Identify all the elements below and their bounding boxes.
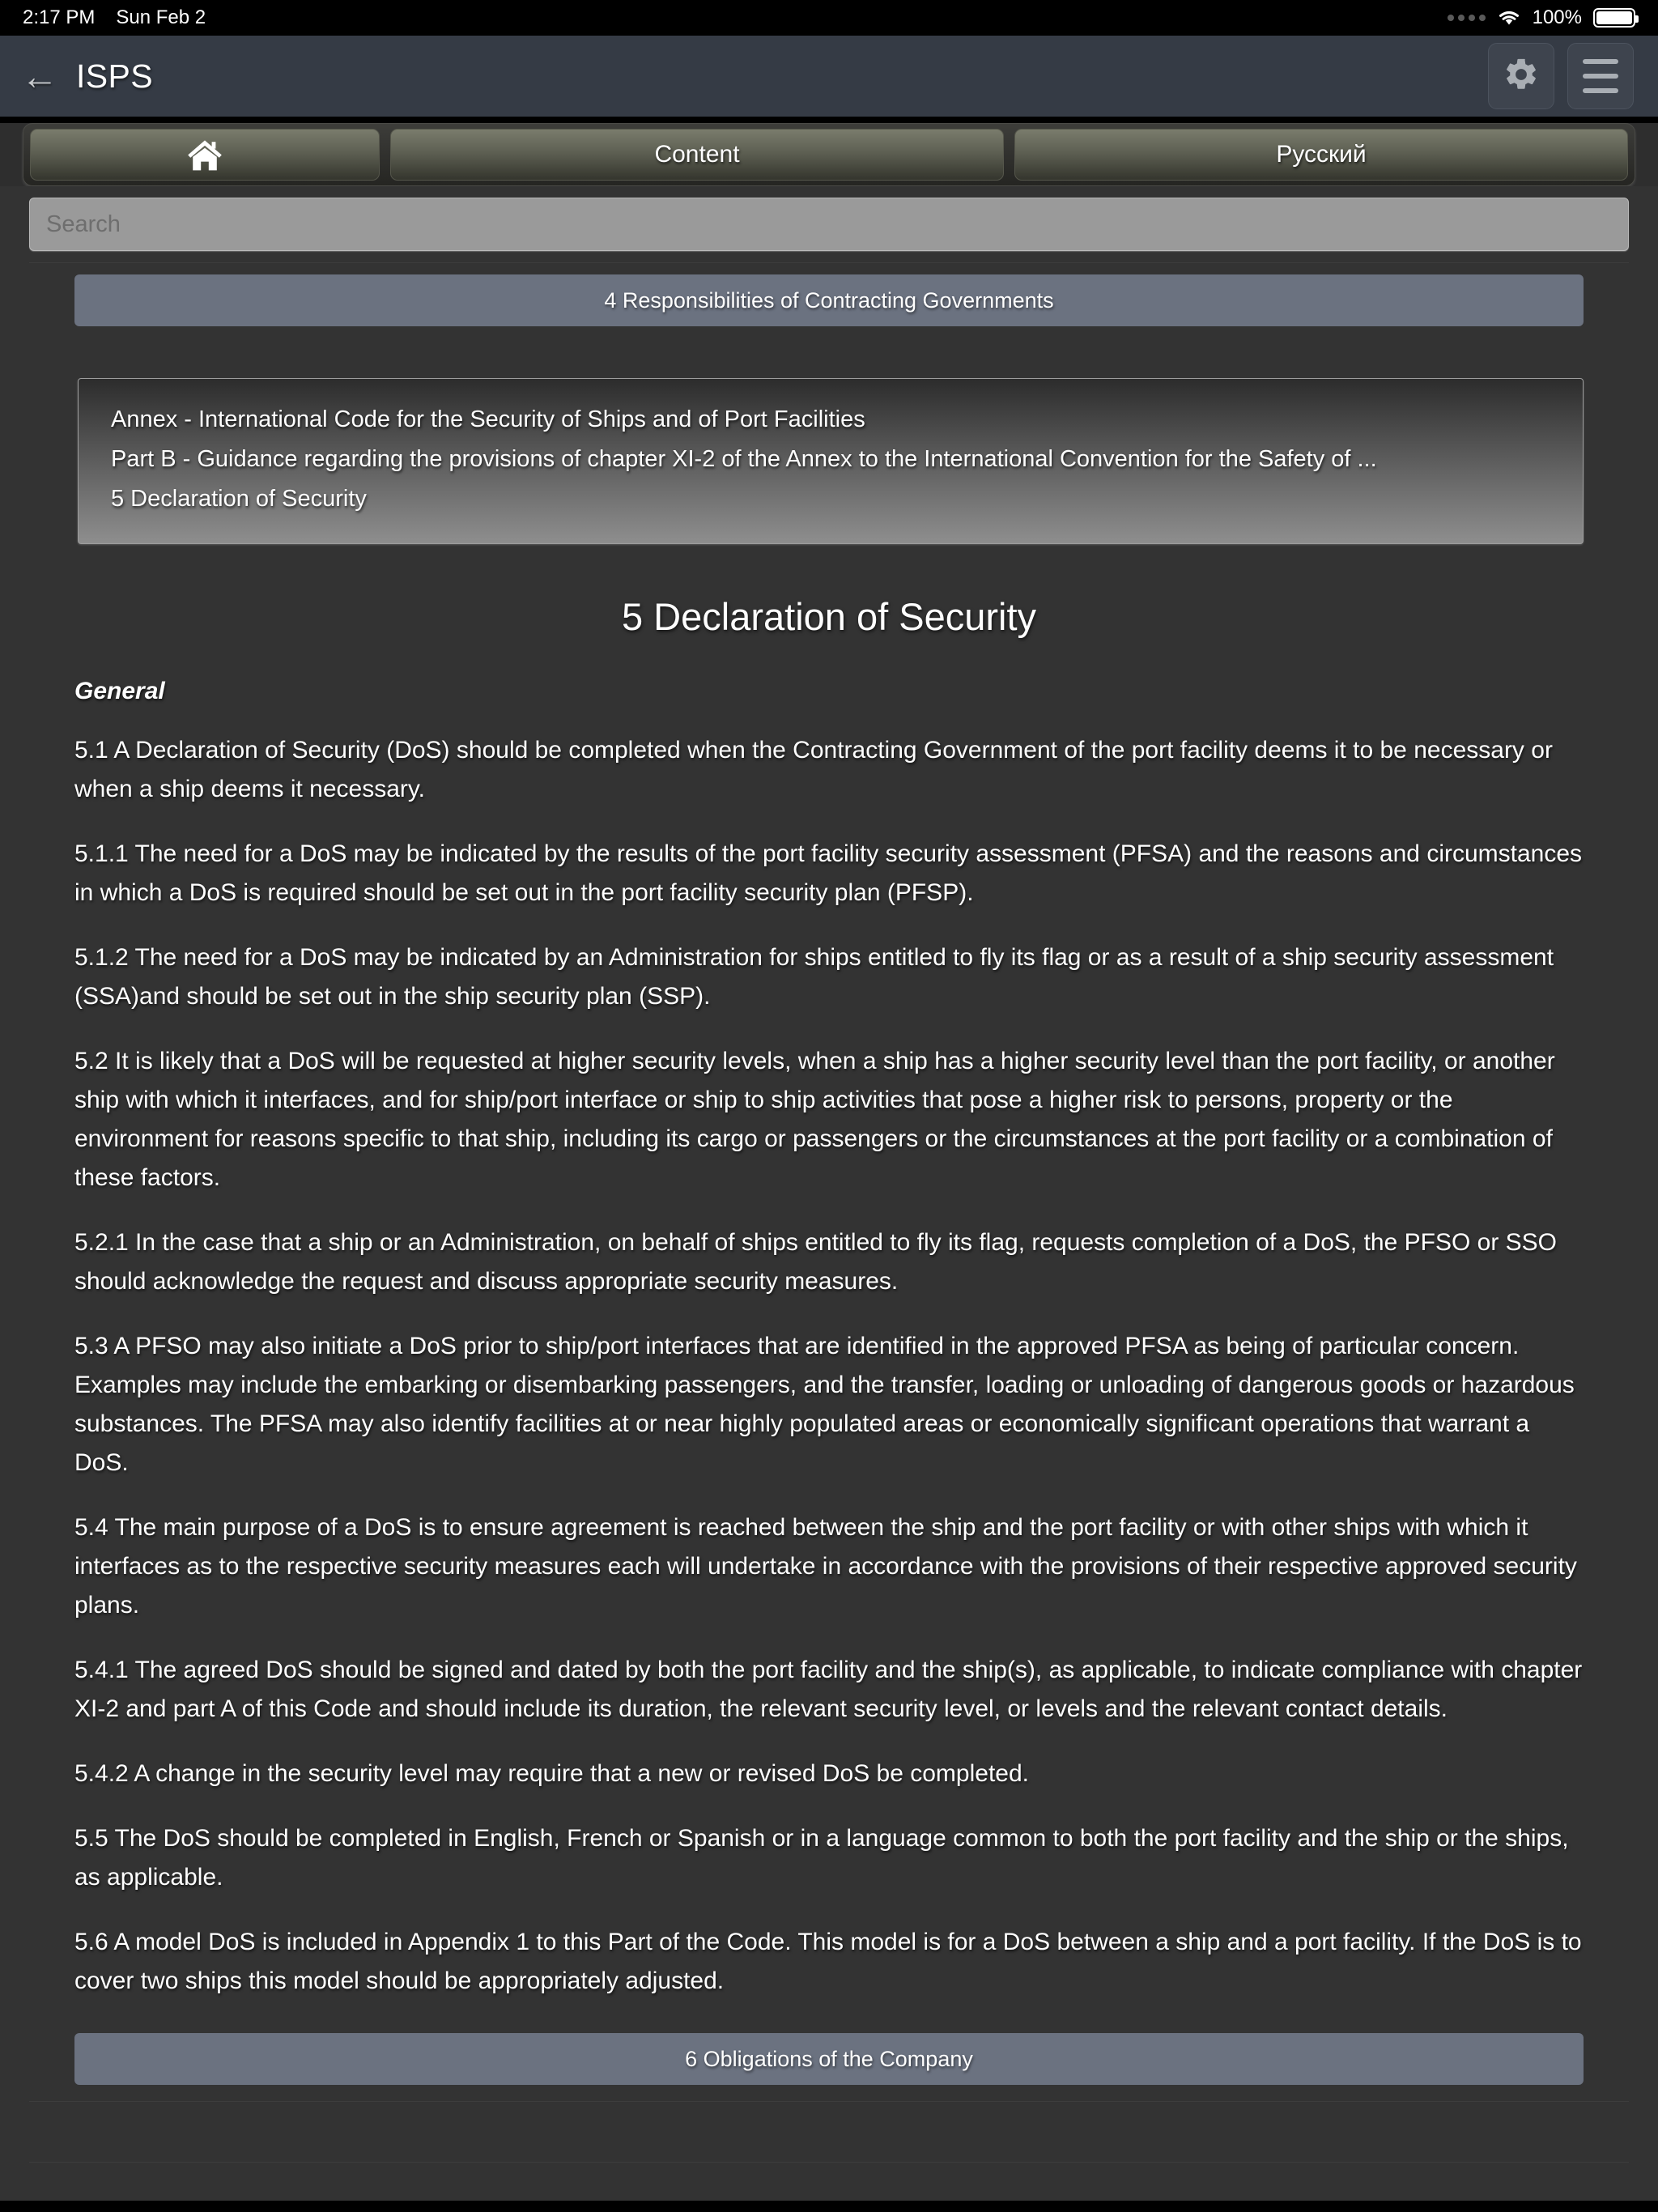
battery-full-icon — [1593, 8, 1635, 28]
tab-russian-label: Русский — [1276, 141, 1367, 168]
paragraph-5-1-1: 5.1.1 The need for a DoS may be indicated by the results of the port facility security assessment (PFSA) and the reasons and circumstances in which a DoS is required should be set out in the port facility security plan (PFSP). — [74, 840, 1583, 906]
breadcrumb-line-2: Part B - Guidance regarding the provisions of chapter XI-2 of the Annex to the International Convention for the Safety of ... — [111, 446, 1377, 472]
nav-prev-label: 4 Responsibilities of Contracting Governments — [604, 287, 1054, 313]
search-divider — [29, 262, 1629, 263]
tab-russian[interactable] — [1014, 129, 1628, 181]
tab-home[interactable] — [30, 129, 380, 181]
tabbar-wrapper — [0, 123, 1658, 186]
breadcrumb-line-3: 5 Declaration of Security — [111, 486, 367, 512]
document-title: 5 Declaration of Security — [621, 595, 1037, 638]
home-icon — [185, 137, 224, 172]
header-actions — [1488, 43, 1634, 109]
status-time: 2:17 PM — [23, 6, 96, 28]
paragraph-5-2-1: 5.2.1 In the case that a ship or an Administration, on behalf of ships entitled to fly its flag, requests completion of a DoS, the PFSO or SSO should acknowledge the request and discuss appropriate security measures. — [74, 1229, 1557, 1295]
menu-button[interactable] — [1567, 43, 1634, 109]
paragraph-5-6: 5.6 A model DoS is included in Appendix 1 to this Part of the Code. This model is for a DoS between a ship and a port facility. If the DoS is to cover two ships this model should be appropriately adjusted. — [74, 1929, 1582, 1994]
status-date: Sun Feb 2 — [116, 6, 206, 28]
paragraph-5-2: 5.2 It is likely that a DoS will be requested at higher security levels, when a ship has a higher security level than the port facility, or another ship with which it interfaces, and for ship/port interface or ship to ship activities that pose a higher risk to persons, property or the environment for reasons specific to that ship, including its cargo or passengers or the circumstances at the port facility or a combination of these factors. — [74, 1048, 1555, 1191]
document-body — [0, 594, 1658, 2001]
battery-percent-label: 100% — [1532, 6, 1582, 28]
breadcrumb[interactable] — [78, 378, 1584, 544]
paragraph-5-1: 5.1 A Declaration of Security (DoS) should be completed when the Contracting Government of the port facility deems it to be necessary or when a ship deems it necessary. — [74, 737, 1553, 802]
paragraph-5-4-2: 5.4.2 A change in the security level may require that a new or revised DoS be completed. — [74, 1760, 1029, 1787]
search-input[interactable] — [29, 198, 1629, 251]
back-arrow-icon[interactable]: ← — [21, 55, 58, 97]
paragraph-5-1-2: 5.1.2 The need for a DoS may be indicated by an Administration for ships entitled to fly its flag or as a result of a ship security assessment (SSA)and should be set out in the ship security plan (SSP). — [74, 944, 1554, 1010]
gear-icon — [1503, 56, 1540, 97]
document-subheading: General — [74, 678, 165, 704]
wifi-icon — [1497, 9, 1521, 27]
bottom-spacer-2 — [0, 2163, 1658, 2201]
status-bar-left — [23, 6, 206, 29]
tab-content-label: Content — [654, 141, 740, 168]
paragraph-5-3: 5.3 A PFSO may also initiate a DoS prior to ship/port interfaces that are identified in the approved PFSA as being of particular concern. Examples may include the embarking or disembarking passengers, and the transfer, loading or unloading of dangerous goods or hazardous substances. The PFSA may also identify facilities at or near highly populated areas or economically significant operations that warrant a DoS. — [74, 1333, 1575, 1476]
paragraph-5-4-1: 5.4.1 The agreed DoS should be signed and dated by both the port facility and the ship(s), as applicable, to indicate compliance with chapter XI-2 and part A of this Code and should include its duration, the relevant security level, or levels and the relevant contact details. — [74, 1657, 1583, 1722]
status-bar — [0, 0, 1658, 36]
nav-prev-button[interactable] — [74, 274, 1584, 326]
settings-button[interactable] — [1488, 43, 1554, 109]
bottom-spacer — [0, 2102, 1658, 2146]
signal-dots-icon — [1448, 15, 1486, 21]
nav-next-label: 6 Obligations of the Company — [685, 2046, 973, 2071]
app-header — [0, 36, 1658, 117]
tabbar — [23, 123, 1635, 186]
search-row — [0, 186, 1658, 251]
hamburger-menu-icon — [1583, 59, 1618, 93]
status-bar-right — [1448, 6, 1635, 29]
tab-content[interactable] — [390, 129, 1004, 181]
page-title: ISPS — [76, 57, 154, 95]
paragraph-5-5: 5.5 The DoS should be completed in English, French or Spanish or in a language common to both the port facility and the ship or the ships, as applicable. — [74, 1825, 1569, 1891]
page-content — [0, 186, 1658, 2201]
nav-next-button[interactable] — [74, 2033, 1584, 2085]
paragraph-5-4: 5.4 The main purpose of a DoS is to ensure agreement is reached between the ship and the port facility or with other ships with which it interfaces as to the respective security measures each will undertake in accordance with the provisions of their respective approved security plans. — [74, 1514, 1577, 1619]
breadcrumb-line-1: Annex - International Code for the Security of Ships and of Port Facilities — [111, 406, 865, 432]
